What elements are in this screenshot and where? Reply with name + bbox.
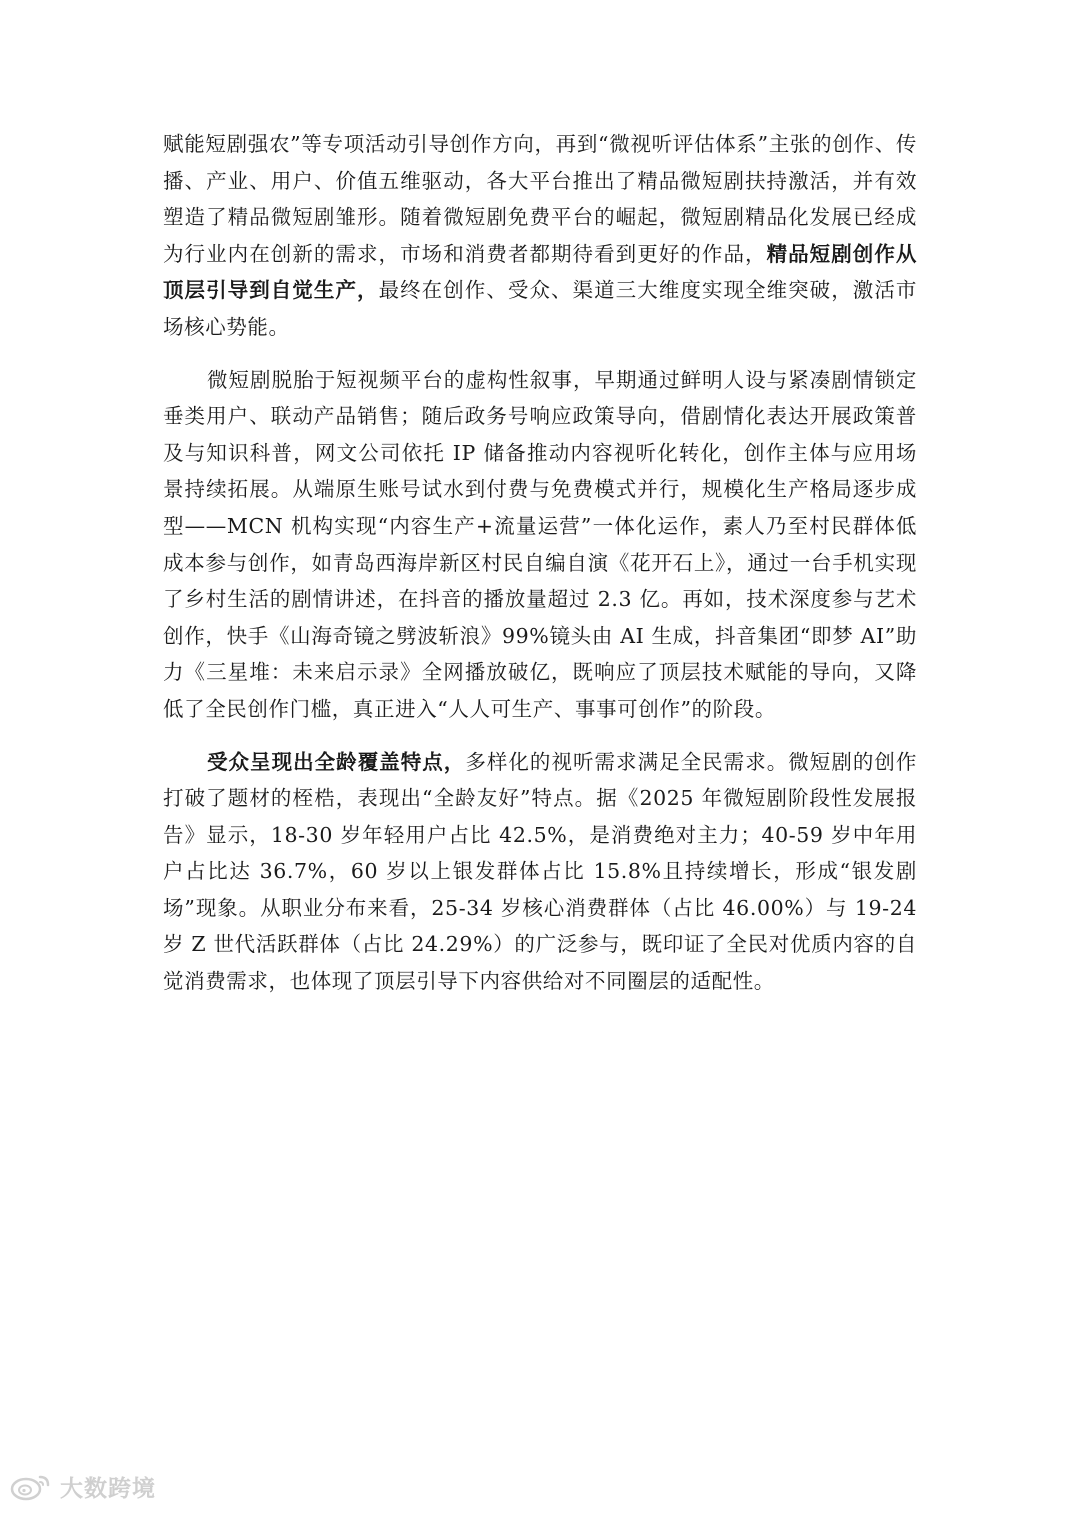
paragraph-1-bold-text: 精品短剧创作从顶层引导到自觉生产， [163, 241, 917, 303]
watermark [10, 1466, 156, 1506]
paragraph-1 [163, 126, 917, 346]
paragraph-2 [163, 362, 917, 728]
weibo-icon [10, 1471, 54, 1501]
paragraph-3-bold-text: 受众呈现出全龄覆盖特点， [207, 749, 466, 774]
paragraph-2-text: 微短剧脱胎于短视频平台的虚构性叙事，早期通过鲜明人设与紧凑剧情锁定垂类用户、联动产品销售；随后政务号响应政策导向，借剧情化表达开展政策普及与知识科普，网文公司依托 IP 储备推动内容视听化转化，创作主体与应用场景持续拓展。从端原生账号试水到付费与免费模式并行，规模化生产格局逐步成型——MCN 机构实现“内容生产+流量运营”一体化运作，素人乃至村民群体低成本参与创作，如青岛西海岸新区村民自编自演《花开石上》，通过一台手机实现了乡村生活的剧情讲述，在抖音的播放量超过 2.3 亿。再如，技术深度参与艺术创作，快手《山海奇镜之劈波斩浪》99%镜头由 AI 生成，抖音集团“即梦 AI”助力《三星堆：未来启示录》全网播放破亿，既响应了顶层技术赋能的导向，又降低了全民创作门槛，真正进入“人人可生产、事事可创作”的阶段。 [163, 367, 917, 721]
paragraph-1-text-a: 赋能短剧强农”等专项活动引导创作方向，再到“微视听评估体系”主张的创作、传播、产业、用户、价值五维驱动，各大平台推出了精品微短剧扶持激活，并有效塑造了精品微短剧雏形。随着微短剧免费平台的崛起，微短剧精品化发展已经成为行业内在创新的需求，市场和消费者都期待看到更好的作品， [163, 132, 917, 266]
watermark-text: 大数跨境 [60, 1475, 156, 1502]
paragraph-1-text-b: 最终在创作、受众、渠道三大维度实现全维突破，激活市场核心势能。 [163, 278, 918, 339]
paragraph-3-text: 多样化的视听需求满足全民需求。微短剧的创作打破了题材的桎梏，表现出“全龄友好”特点。据《2025 年微短剧阶段性发展报告》显示，18-30 岁年轻用户占比 42.5%，是消费绝对主力；40-59 岁中年用户占比达 36.7%，60 岁以上银发群体占比 15.8%且持续增长，形成“银发剧场”现象。从职业分布来看，25-34 岁核心消费群体（占比 46.00%）与 19-24 岁 Z 世代活跃群体（占比 24.29%）的广泛参与，既印证了全民对优质内容的自觉消费需求，也体现了顶层引导下内容供给对不同圈层的适配性。 [163, 749, 917, 994]
paragraph-3 [163, 744, 917, 1000]
document-body [163, 126, 917, 1000]
